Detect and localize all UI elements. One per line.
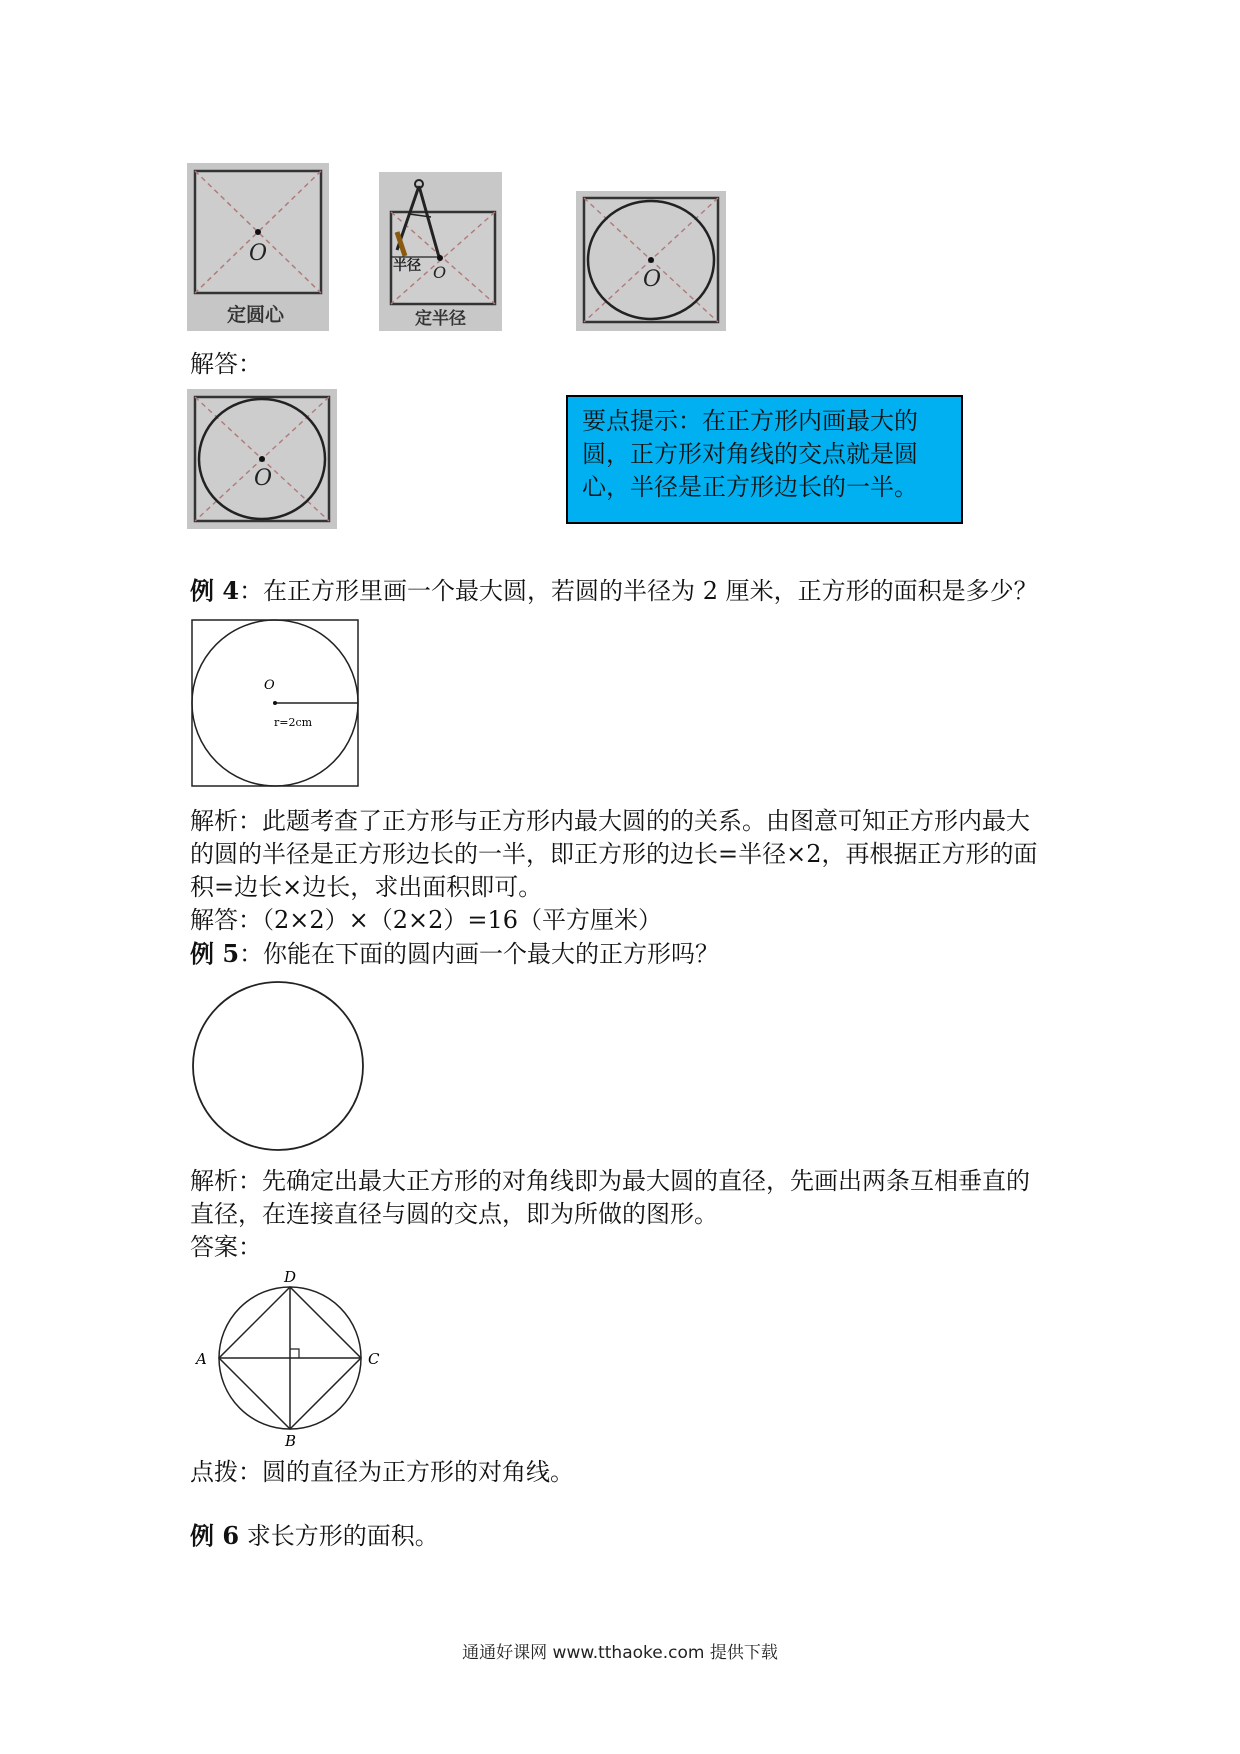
- key-point-hint-box: [566, 395, 963, 524]
- example4-answer: 解答：（2×2）×（2×2）=16（平方厘米）: [190, 906, 663, 934]
- example-tag: 例 5: [190, 939, 240, 968]
- example4-analysis-line: 解析：此题考查了正方形与正方形内最大圆的的关系。由图意可知正方形内最大: [190, 807, 1030, 835]
- radius-label: 半径: [393, 258, 421, 274]
- figure-find-center: [187, 163, 329, 331]
- hint-line: 圆，正方形对角线的交点就是圆: [582, 440, 918, 468]
- center-label: O: [254, 466, 273, 491]
- answer-label: 解答：: [190, 350, 262, 378]
- center-label: O: [249, 241, 268, 266]
- example5-answer-label: 答案：: [190, 1233, 262, 1261]
- hint-line: 要点提示：在正方形内画最大的: [582, 407, 918, 435]
- example5-tip: 点拨：圆的直径为正方形的对角线。: [190, 1458, 574, 1486]
- point-b-label: B: [285, 1432, 297, 1450]
- figure-example4-circle: [190, 618, 360, 788]
- figure-circle-in-square: [576, 191, 726, 331]
- radius-label: r=2cm: [274, 716, 313, 729]
- step2-label: 定半径: [415, 309, 466, 329]
- page-footer: 通通好课网 www.tthaoke.com 提供下载: [462, 1643, 778, 1663]
- example4-question: 例 4：在正方形里画一个最大圆，若圆的半径为 2 厘米，正方形的面积是多少？: [190, 576, 1038, 605]
- example6-question: 例 6 求长方形的面积。: [190, 1521, 439, 1550]
- example5-analysis-line: 直径，在连接直径与圆的交点，即为所做的图形。: [190, 1200, 718, 1228]
- center-label: O: [264, 678, 275, 693]
- example4-analysis-line: 积=边长×边长，求出面积即可。: [190, 873, 543, 901]
- example5-analysis-line: 解析：先确定出最大正方形的对角线即为最大圆的直径，先画出两条互相垂直的: [190, 1167, 1030, 1195]
- example-tag: 例 6: [190, 1521, 240, 1550]
- example4-analysis-line: 的圆的半径是正方形边长的一半，即正方形的边长=半径×2，再根据正方形的面: [190, 840, 1038, 868]
- step1-label: 定圆心: [227, 304, 285, 326]
- center-label: O: [433, 263, 447, 282]
- figure-example5-answer: [190, 1266, 380, 1450]
- figure-set-radius: [379, 172, 502, 331]
- example5-question: 例 5：你能在下面的圆内画一个最大的正方形吗？: [190, 939, 720, 968]
- point-d-label: D: [284, 1268, 297, 1286]
- hint-line: 心，半径是正方形边长的一半。: [582, 473, 918, 501]
- point-c-label: C: [368, 1350, 380, 1368]
- center-label: O: [643, 267, 662, 292]
- example-tag: 例 4: [190, 576, 240, 605]
- figure-example5-circle: [190, 980, 366, 1152]
- figure-answer-circle: [187, 389, 337, 529]
- point-a-label: A: [196, 1350, 207, 1368]
